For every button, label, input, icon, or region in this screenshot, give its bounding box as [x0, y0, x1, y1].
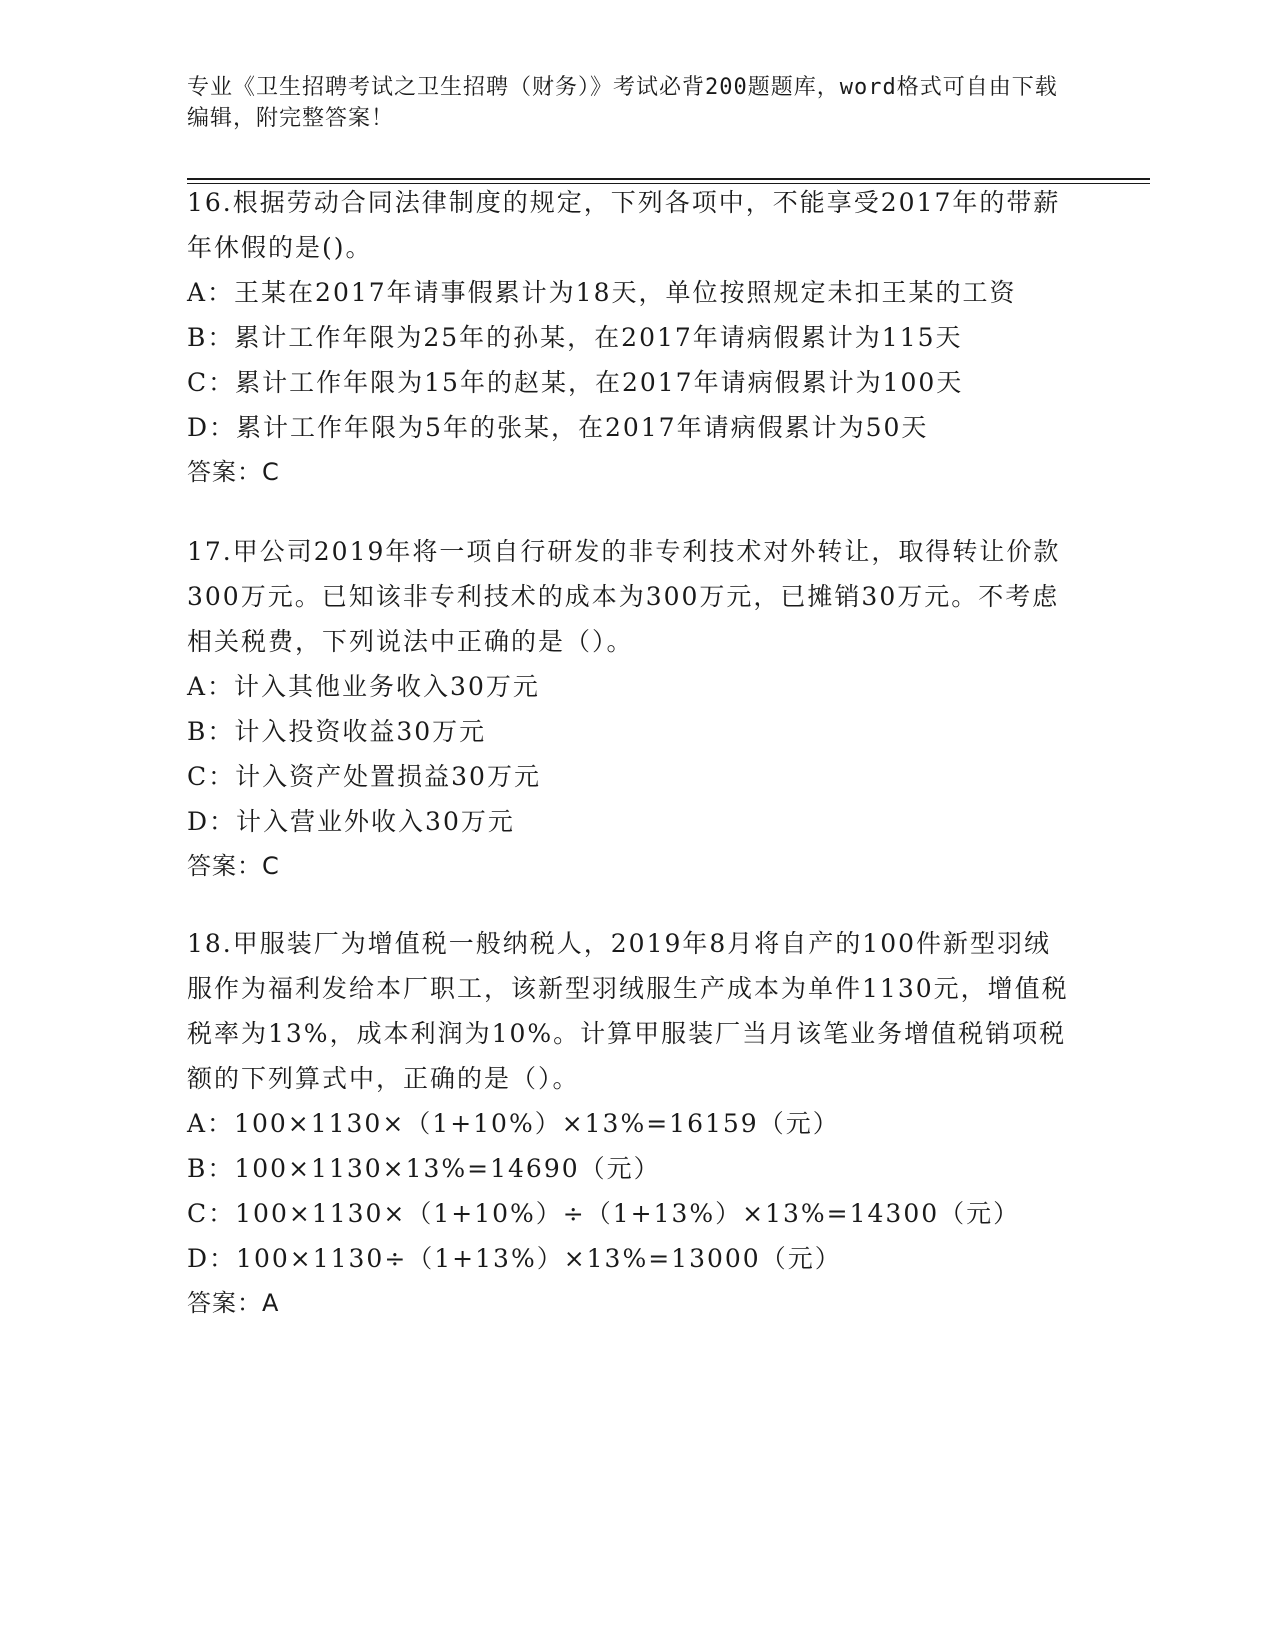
option-a: A：计入其他业务收入30万元 — [187, 672, 540, 701]
question-18 — [187, 921, 1077, 1326]
option-d: D：100×1130÷（1+13%）×13%=13000（元） — [187, 1244, 842, 1273]
answer-label: 答案：A — [187, 1289, 280, 1317]
document-header: 专业《卫生招聘考试之卫生招聘（财务）》考试必背200题题库，word格式可自由下载编辑，附完整答案！ — [187, 75, 1058, 131]
option-c: C：100×1130×（1+10%）÷（1+13%）×13%=14300（元） — [187, 1199, 1021, 1228]
question-16 — [187, 180, 1077, 495]
option-d: D：计入营业外收入30万元 — [187, 807, 515, 836]
option-d: D：累计工作年限为5年的张某，在2017年请病假累计为50天 — [187, 413, 929, 442]
option-a: A：王某在2017年请事假累计为18天，单位按照规定未扣王某的工资 — [187, 278, 1017, 307]
answer-label: 答案：C — [187, 458, 280, 486]
option-a: A：100×1130×（1+10%）×13%=16159（元） — [187, 1109, 840, 1138]
question-stem: 17.甲公司2019年将一项自行研发的非专利技术对外转让，取得转让价款300万元。已知该非专利技术的成本为300万元，已摊销30万元。不考虑相关税费，下列说法中正确的是（）。 — [187, 537, 1061, 656]
option-b: B：100×1130×13%=14690（元） — [187, 1154, 661, 1183]
option-b: B：计入投资收益30万元 — [187, 717, 487, 746]
answer-label: 答案：C — [187, 852, 280, 880]
option-b: B：累计工作年限为25年的孙某，在2017年请病假累计为115天 — [187, 323, 963, 352]
option-c: C：计入资产处置损益30万元 — [187, 762, 541, 791]
question-17 — [187, 529, 1077, 889]
question-stem: 18.甲服装厂为增值税一般纳税人，2019年8月将自产的100件新型羽绒服作为福利发给本厂职工，该新型羽绒服生产成本为单件1130元，增值税税率为13%，成本利润为10%。计算甲服装厂当月该笔业务增值税销项税额的下列算式中，正确的是（）。 — [187, 929, 1069, 1093]
option-c: C：累计工作年限为15年的赵某，在2017年请病假累计为100天 — [187, 368, 964, 397]
question-stem: 16.根据劳动合同法律制度的规定，下列各项中，不能享受2017年的带薪年休假的是()。 — [187, 188, 1061, 262]
